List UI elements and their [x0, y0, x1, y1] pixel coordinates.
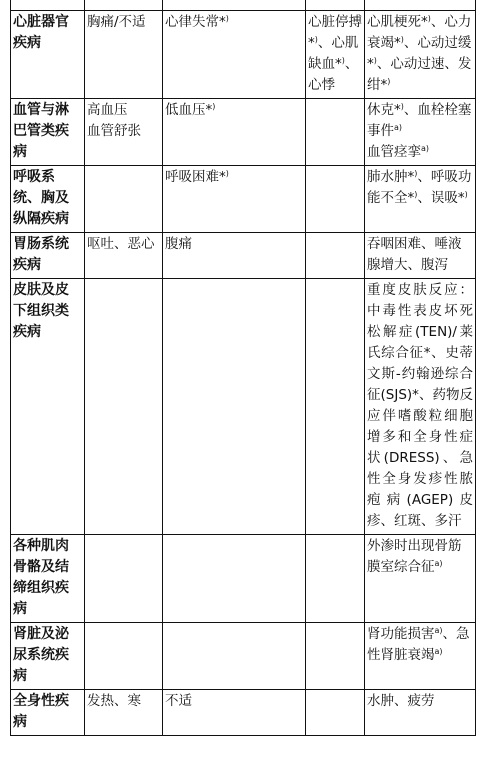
reaction-cell — [306, 166, 365, 233]
reaction-cell — [85, 279, 163, 535]
reaction-cell: 腹痛 — [163, 233, 306, 279]
category-cell: 心脏器官疾病 — [11, 11, 85, 99]
reaction-cell — [365, 0, 476, 11]
adverse-reaction-table — [10, 0, 476, 736]
reaction-cell — [306, 99, 365, 166]
table-row — [11, 99, 476, 166]
reaction-cell — [85, 535, 163, 623]
reaction-cell — [85, 0, 163, 11]
table-row — [11, 535, 476, 623]
reaction-cell — [306, 535, 365, 623]
reaction-cell: 不适 — [163, 690, 306, 736]
table-row — [11, 166, 476, 233]
reaction-cell — [306, 623, 365, 690]
reaction-cell — [306, 279, 365, 535]
table-row — [11, 623, 476, 690]
reaction-cell — [163, 535, 306, 623]
category-cell: 肾脏及泌尿系统疾病 — [11, 623, 85, 690]
reaction-cell: 肾功能损害$^{a)}$、急性肾脏衰竭$^{a)}$ — [365, 623, 476, 690]
category-cell: 血管与淋巴管类疾病 — [11, 99, 85, 166]
reaction-cell: 低血压*) — [163, 99, 306, 166]
reaction-cell: 水肿、疲劳 — [365, 690, 476, 736]
reaction-cell: 心脏停搏*)、心肌缺血*)、心悸 — [306, 11, 365, 99]
reaction-cell: 发热、寒 — [85, 690, 163, 736]
category-cell: 皮肤及皮下组织类疾病 — [11, 279, 85, 535]
reaction-cell — [85, 166, 163, 233]
category-cell: 全身性疾病 — [11, 690, 85, 736]
category-cell: 各种肌肉骨骼及结缔组织疾病 — [11, 535, 85, 623]
reaction-cell: 呕吐、恶心 — [85, 233, 163, 279]
category-cell: 胃肠系统疾病 — [11, 233, 85, 279]
reaction-cell: 心律失常*) — [163, 11, 306, 99]
reaction-cell: 重度皮肤反应：中毒性表皮坏死松解症(TEN)/莱氏综合征*、史蒂文斯-约翰逊综合征(SJS)*、药物反应伴嗜酸粒细胞增多和全身性症状(DRESS)、急性全身发疹性脓疱病(AGEP)皮疹、红斑、多汗 — [365, 279, 476, 535]
reaction-cell — [306, 233, 365, 279]
reaction-cell — [306, 0, 365, 11]
reaction-cell — [306, 690, 365, 736]
reaction-cell: 呼吸困难*) — [163, 166, 306, 233]
reaction-cell — [85, 623, 163, 690]
reaction-cell: 胸痛/不适 — [85, 11, 163, 99]
table-row — [11, 279, 476, 535]
reaction-cell: 休克*)、血栓栓塞事件$^{a)}$ 血管痉挛$^{a)}$ — [365, 99, 476, 166]
reaction-cell — [163, 623, 306, 690]
reaction-cell: 外渗时出现骨筋膜室综合征$^{a)}$ — [365, 535, 476, 623]
reaction-cell — [163, 279, 306, 535]
table-row — [11, 0, 476, 11]
reaction-cell: 吞咽困难、唾液腺增大、腹泻 — [365, 233, 476, 279]
reaction-cell: 肺水肿*)、呼吸功能不全*)、误吸*) — [365, 166, 476, 233]
reaction-cell: 心肌梗死*)、心力衰竭*)、心动过缓*)、心动过速、发绀*) — [365, 11, 476, 99]
category-cell — [11, 0, 85, 11]
table-row — [11, 11, 476, 99]
table-row — [11, 690, 476, 736]
table-row — [11, 233, 476, 279]
category-cell: 呼吸系统、胸及纵隔疾病 — [11, 166, 85, 233]
reaction-cell — [163, 0, 306, 11]
reaction-cell: 高血压 血管舒张 — [85, 99, 163, 166]
